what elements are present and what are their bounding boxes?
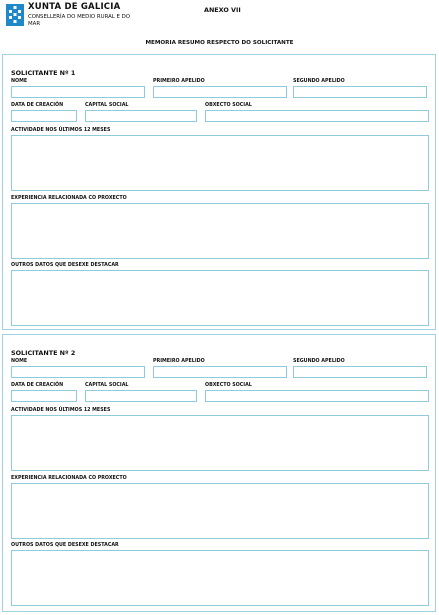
actividade-label: ACTIVIDADE NOS ÚLTIMOS 12 MESES <box>11 128 111 133</box>
segundo-apelido-field[interactable] <box>293 86 427 98</box>
nome-label: NOME <box>11 359 28 364</box>
obxecto-social-field[interactable] <box>205 110 429 122</box>
actividade-textarea[interactable] <box>11 415 429 471</box>
xunta-logo-icon <box>6 4 24 26</box>
data-creacion-field[interactable] <box>11 390 77 402</box>
segundo-apelido-label: SEGUNDO APELIDO <box>293 359 345 364</box>
capital-social-label: CAPITAL SOCIAL <box>85 383 129 388</box>
primeiro-apelido-label: PRIMEIRO APELIDO <box>153 359 205 364</box>
data-creacion-label: DATA DE CREACIÓN <box>11 103 64 108</box>
capital-social-field[interactable] <box>85 110 197 122</box>
nome-field[interactable] <box>11 86 145 98</box>
outros-datos-textarea[interactable] <box>11 550 429 606</box>
experiencia-textarea[interactable] <box>11 483 429 539</box>
org-name: XUNTA DE GALICIA <box>28 2 121 12</box>
primeiro-apelido-field[interactable] <box>153 86 287 98</box>
nome-field[interactable] <box>11 366 145 378</box>
applicant-section-2 <box>2 334 436 612</box>
outros-datos-textarea[interactable] <box>11 270 429 326</box>
section-title: SOLICITANTE Nº 1 <box>11 69 76 77</box>
header <box>0 0 439 52</box>
obxecto-social-field[interactable] <box>205 390 429 402</box>
outros-datos-label: OUTROS DATOS QUE DESEXE DESTACAR <box>11 543 119 548</box>
experiencia-textarea[interactable] <box>11 203 429 259</box>
data-creacion-label: DATA DE CREACIÓN <box>11 383 64 388</box>
segundo-apelido-label: SEGUNDO APELIDO <box>293 79 345 84</box>
section-title: SOLICITANTE Nº 2 <box>11 349 76 357</box>
obxecto-social-label: OBXECTO SOCIAL <box>205 103 252 108</box>
experiencia-label: EXPERIENCIA RELACIONADA CO PROXECTO <box>11 196 127 201</box>
nome-label: NOME <box>11 79 28 84</box>
primeiro-apelido-field[interactable] <box>153 366 287 378</box>
segundo-apelido-field[interactable] <box>293 366 427 378</box>
outros-datos-label: OUTROS DATOS QUE DESEXE DESTACAR <box>11 263 119 268</box>
obxecto-social-label: OBXECTO SOCIAL <box>205 383 252 388</box>
document-title: MEMORIA RESUMO RESPECTO DO SOLICITANTE <box>145 40 294 46</box>
capital-social-label: CAPITAL SOCIAL <box>85 103 129 108</box>
org-department: CONSELLERÍA DO MEDIO RURAL E DO MAR <box>28 14 131 27</box>
experiencia-label: EXPERIENCIA RELACIONADA CO PROXECTO <box>11 476 127 481</box>
applicant-section-1 <box>2 54 436 330</box>
primeiro-apelido-label: PRIMEIRO APELIDO <box>153 79 205 84</box>
capital-social-field[interactable] <box>85 390 197 402</box>
data-creacion-field[interactable] <box>11 110 77 122</box>
actividade-label: ACTIVIDADE NOS ÚLTIMOS 12 MESES <box>11 408 111 413</box>
annex-label: ANEXO VII <box>204 6 241 14</box>
actividade-textarea[interactable] <box>11 135 429 191</box>
